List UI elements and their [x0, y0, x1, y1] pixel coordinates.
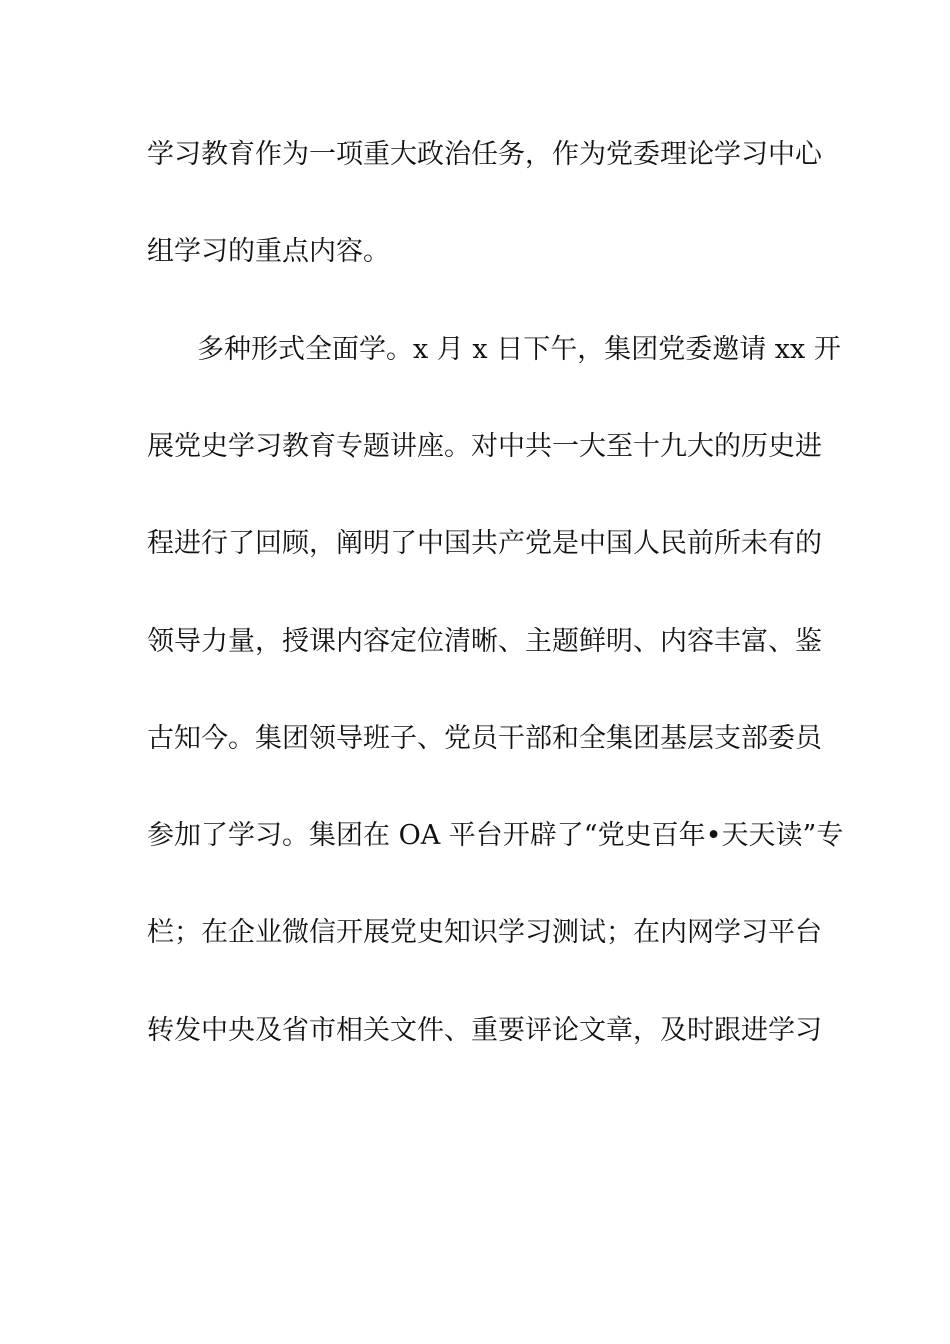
text-line-8: 参加了学习。集团在 OA 平台开辟了“党史百年•天天读”专	[147, 820, 844, 851]
text-line-9: 栏；在企业微信开展党史知识学习测试；在内网学习平台	[147, 917, 822, 948]
text-line-3: 多种形式全面学。x 月 x 日下午，集团党委邀请 xx 开	[197, 334, 841, 365]
text-line-2: 组学习的重点内容。	[147, 236, 390, 267]
text-line-10: 转发中央及省市相关文件、重要评论文章，及时跟进学习	[147, 1015, 822, 1046]
text-line-4: 展党史学习教育专题讲座。对中共一大至十九大的历史进	[147, 431, 822, 462]
text-line-6: 领导力量，授课内容定位清晰、主题鲜明、内容丰富、鉴	[147, 626, 822, 657]
text-line-7: 古知今。集团领导班子、党员干部和全集团基层支部委员	[147, 723, 822, 754]
text-line-5: 程进行了回顾，阐明了中国共产党是中国人民前所未有的	[147, 528, 822, 559]
text-line-1: 学习教育作为一项重大政治任务，作为党委理论学习中心	[147, 139, 822, 170]
